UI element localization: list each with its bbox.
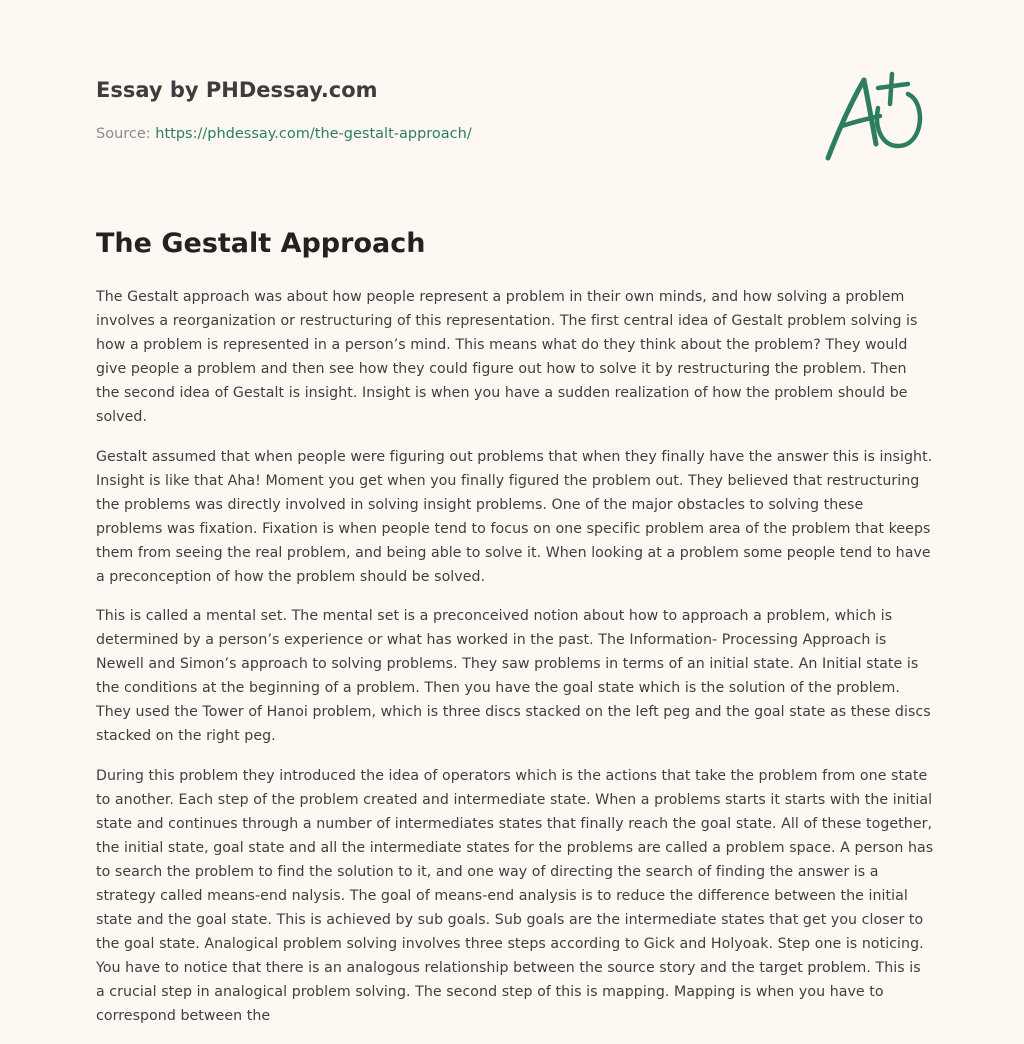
essay-title: The Gestalt Approach [96,228,426,259]
essay-paragraph: The Gestalt approach was about how people represent a problem in their own minds, and how solving a problem involves a reorganization or restructuring of this representation. The first central idea of Gestalt problem solving is how a problem is represented in a person’s mind. This means what do they think about the problem? They would give people a problem and then see how they could figure out how to solve it by restructuring the problem. Then the second idea of Gestalt is insight. Insight is when you have a sudden realization of how the problem should be solved. [96,289,918,425]
page-header [96,76,796,144]
source-link[interactable]: https://phdessay.com/the-gestalt-approach/ [155,126,472,142]
essay-body [96,285,934,1043]
source-label: Source: [96,126,156,142]
source-line [96,124,796,144]
a-plus-grade-logo [820,66,930,166]
essay-paragraph: During this problem they introduced the idea of operators which is the actions that take the problem from one state to another. Each step of the problem created and intermediate state. When a problems starts it starts with the initial state and continues through a number of intermediates states that finally reach the goal state. All of these together, the initial state, goal state and all the intermediate states for the problems are called a problem space. A person has to search the problem to find the solution to it, and one way of directing the search of finding the answer is a strategy called means-end nalysis. The goal of means-end analysis is to reduce the difference between the initial state and the goal state. This is achieved by sub goals. Sub goals are the intermediate states that get you closer to the goal state. Analogical problem solving involves three steps according to Gick and Holyoak. Step one is noticing. You have to notice that there is an analogous relationship between the source story and the target problem. This is a crucial step in analogical problem solving. The second step of this is mapping. Mapping is when you have to correspond between the [96,767,934,1024]
essay-paragraph: Gestalt assumed that when people were figuring out problems that when they finally have the answer this is insight. Insight is like that Aha! Moment you get when you finally figured the problem out. They believed that restructuring the problems was directly involved in solving insight problems. One of the major obstacles to solving these problems was fixation. Fixation is when people tend to focus on one specific problem area of the problem that keeps them from seeing the real problem, and being able to solve it. When looking at a problem some people tend to have a preconception of how the problem should be solved. [96,448,933,585]
essay-paragraph: This is called a mental set. The mental set is a preconceived notion about how to approach a problem, which is determined by a person’s experience or what has worked in the past. The Information- Processing Approach is Newell and Simon’s approach to solving problems. They saw problems in terms of an initial state. An Initial state is the conditions at the beginning of a problem. Then you have the goal state which is the solution of the problem. They used the Tower of Hanoi problem, which is three discs stacked on the left peg and the goal state as these discs stacked on the right peg. [96,608,931,744]
site-title: Essay by PHDessay.com [96,78,378,102]
